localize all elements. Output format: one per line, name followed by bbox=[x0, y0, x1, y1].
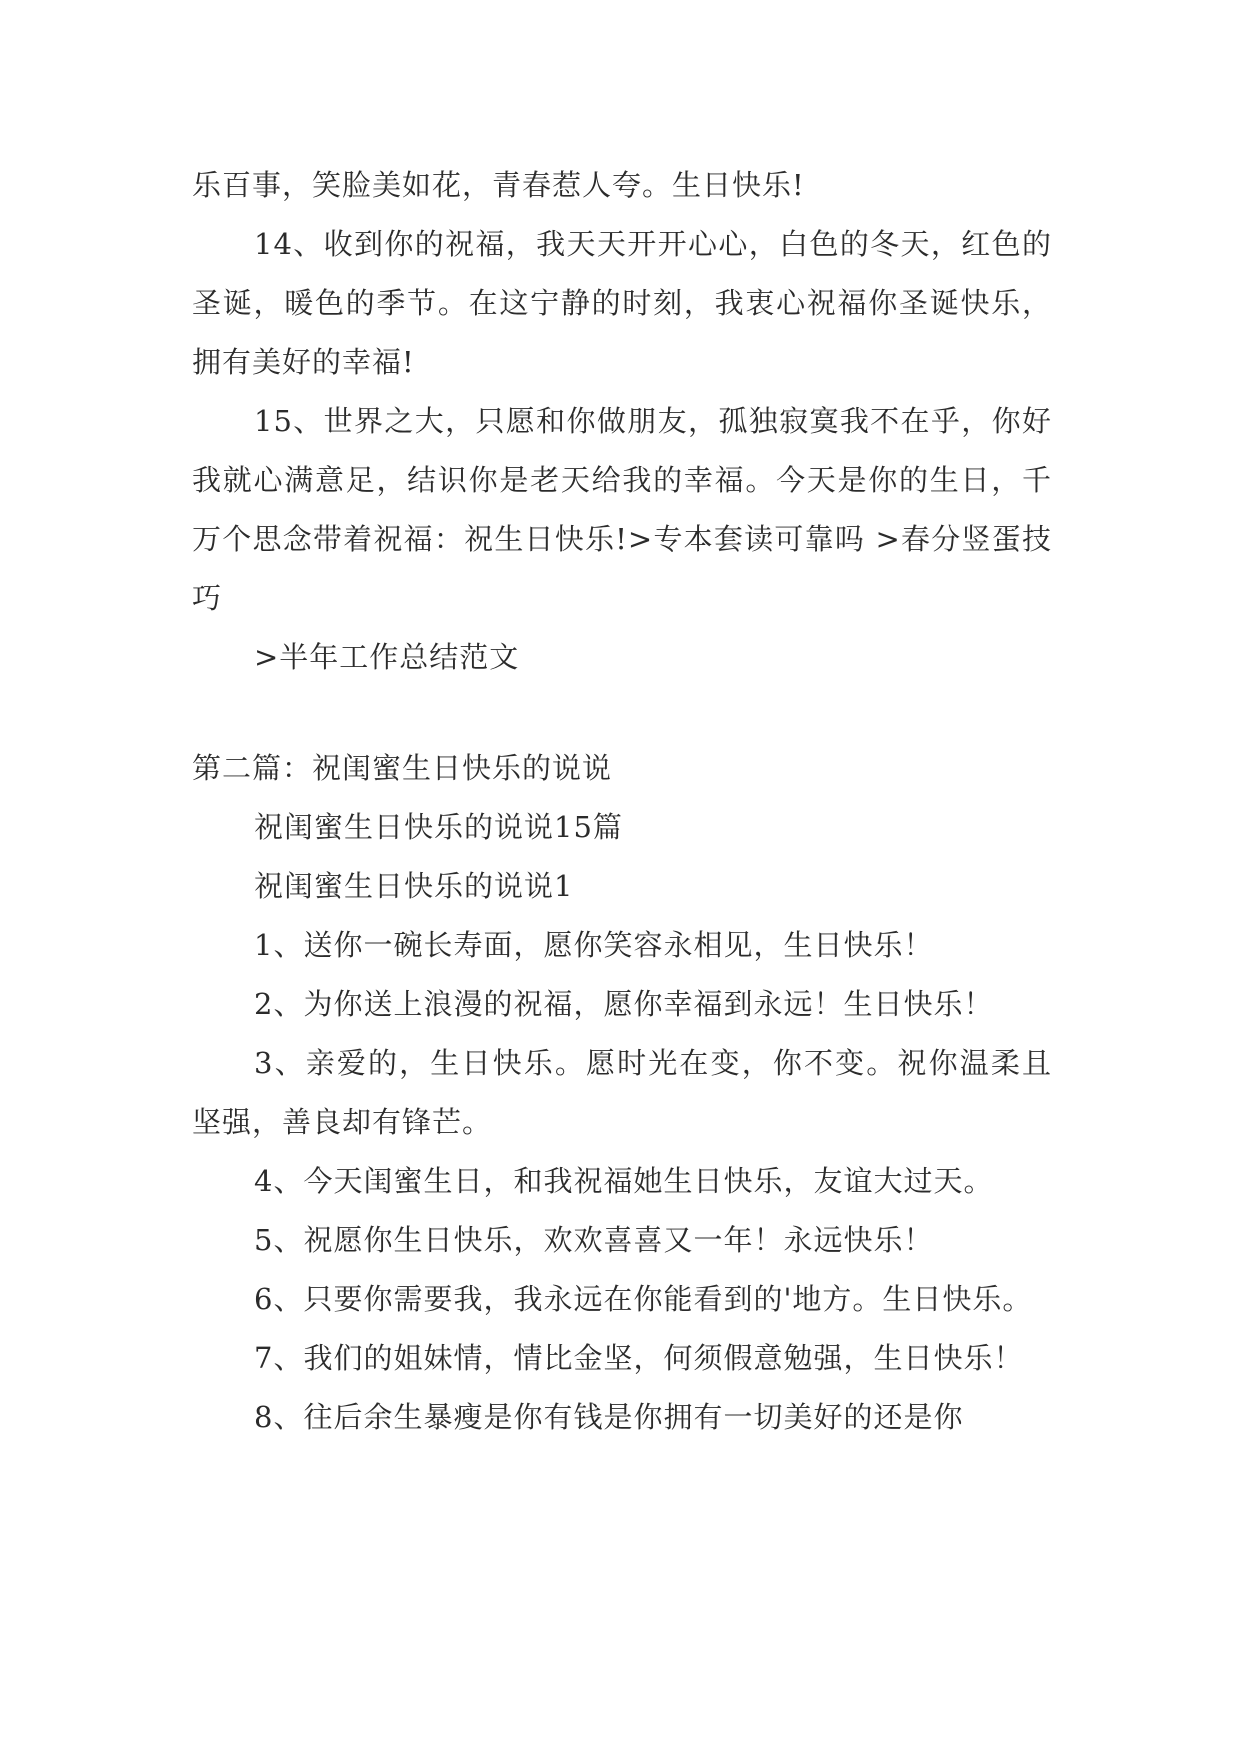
list-item-1: 1、送你一碗长寿面，愿你笑容永相见，生日快乐！ bbox=[254, 928, 934, 962]
document-body bbox=[192, 156, 1052, 1447]
list-item-8: 8、往后余生暴瘦是你有钱是你拥有一切美好的还是你 bbox=[254, 1400, 964, 1434]
paragraph-continuation: 乐百事，笑脸美如花，青春惹人夸。生日快乐! bbox=[192, 168, 805, 202]
list-item-2: 2、为你送上浪漫的祝福，愿你幸福到永远！生日快乐！ bbox=[254, 987, 994, 1021]
paragraph-related-link: >半年工作总结范文 bbox=[254, 640, 520, 674]
section-subheading: 祝闺蜜生日快乐的说说1 bbox=[254, 869, 574, 903]
section-gap bbox=[192, 687, 1052, 739]
list-item-5: 5、祝愿你生日快乐，欢欢喜喜又一年！永远快乐！ bbox=[254, 1223, 934, 1257]
list-item-6: 6、只要你需要我，我永远在你能看到的'地方。生日快乐。 bbox=[254, 1282, 1033, 1316]
section-title: 第二篇：祝闺蜜生日快乐的说说 bbox=[192, 751, 613, 785]
section-subtitle: 祝闺蜜生日快乐的说说15篇 bbox=[254, 810, 623, 844]
list-item-3: 3、亲爱的，生日快乐。愿时光在变，你不变。祝你温柔且坚强，善良却有锋芒。 bbox=[192, 1046, 1052, 1139]
list-item-7: 7、我们的姐妹情，情比金坚，何须假意勉强，生日快乐！ bbox=[254, 1341, 1024, 1375]
paragraph-item-15: 15、世界之大，只愿和你做朋友，孤独寂寞我不在乎，你好我就心满意足，结识你是老天给我的幸福。今天是你的生日，千万个思念带着祝福：祝生日快乐!>专本套读可靠吗 >春分竖蛋技巧 bbox=[192, 404, 1052, 615]
paragraph-item-14: 14、收到你的祝福，我天天开开心心，白色的冬天，红色的圣诞，暖色的季节。在这宁静的时刻，我衷心祝福你圣诞快乐，拥有美好的幸福! bbox=[192, 227, 1052, 379]
list-item-4: 4、今天闺蜜生日，和我祝福她生日快乐，友谊大过天。 bbox=[254, 1164, 994, 1198]
